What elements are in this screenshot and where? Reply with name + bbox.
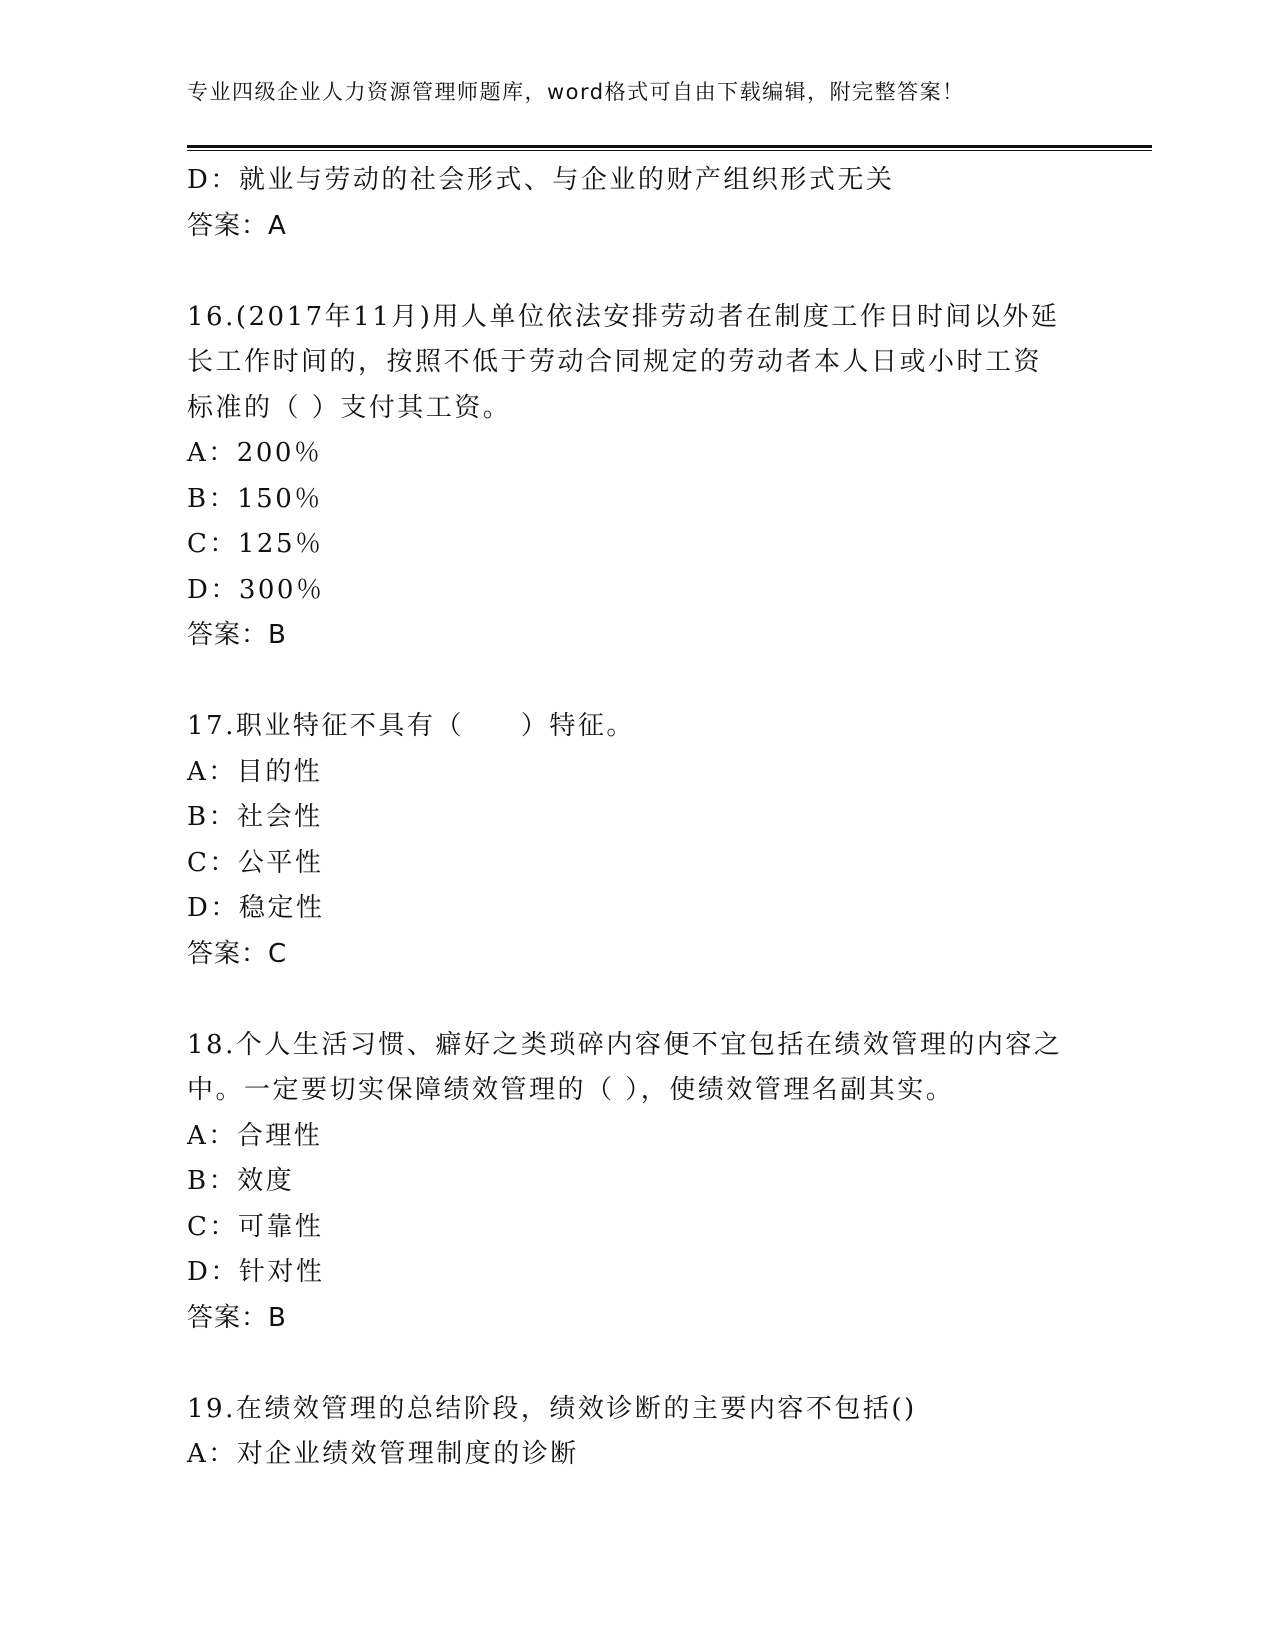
question-stem-line: 17.职业特征不具有（ ）特征。 [187, 711, 635, 741]
question-block [187, 295, 1087, 659]
option-line: B：150％ [187, 483, 323, 514]
answer-line: 答案：A [187, 210, 287, 241]
option-line: D：稳定性 [187, 893, 325, 923]
question-stem-line: 中。一定要切实保障绩效管理的（ ），使绩效管理名副其实。 [187, 1075, 955, 1105]
option-line: C：125％ [187, 529, 324, 559]
option-line: B：效度 [187, 1166, 295, 1196]
spacer [187, 249, 1087, 295]
answer-line: 答案：B [187, 1302, 287, 1333]
question-block [187, 158, 1087, 249]
header-rule-thin [187, 150, 1152, 151]
question-block [187, 704, 1087, 977]
option-line: C：可靠性 [187, 1211, 324, 1242]
question-block [187, 1387, 1087, 1478]
answer-line: 答案：B [187, 620, 287, 650]
spacer [187, 659, 1087, 705]
question-stem-line: 标准的（ ）支付其工资。 [187, 392, 512, 423]
question-stem-line: 18.个人生活习惯、癖好之类琐碎内容便不宜包括在绩效管理的内容之 [187, 1029, 1063, 1060]
option-line: D：针对性 [187, 1257, 325, 1287]
spacer [187, 977, 1087, 1023]
option-line: A：200％ [187, 438, 323, 468]
header-rule-thick [187, 145, 1152, 148]
question-stem-line: 长工作时间的，按照不低于劳动合同规定的劳动者本人日或小时工资 [187, 347, 1043, 377]
answer-line: 答案：C [187, 938, 288, 969]
question-content [187, 158, 1087, 1478]
option-line: B：社会性 [187, 802, 323, 832]
option-line: A：合理性 [187, 1120, 323, 1151]
question-stem-line: 16.(2017年11月)用人单位依法安排劳动者在制度工作日时间以外延 [187, 301, 1060, 332]
page-header: 专业四级企业人力资源管理师题库，word格式可自由下载编辑，附完整答案！ [187, 80, 965, 104]
option-line: D：就业与劳动的社会形式、与企业的财产组织形式无关 [187, 165, 895, 195]
spacer [187, 1341, 1087, 1387]
option-line: C：公平性 [187, 847, 324, 878]
option-line: D：300％ [187, 574, 325, 605]
question-block [187, 1023, 1087, 1342]
option-line: A：对企业绩效管理制度的诊断 [187, 1439, 579, 1469]
option-line: A：目的性 [187, 756, 323, 787]
question-stem-line: 19.在绩效管理的总结阶段，绩效诊断的主要内容不包括() [187, 1393, 917, 1424]
